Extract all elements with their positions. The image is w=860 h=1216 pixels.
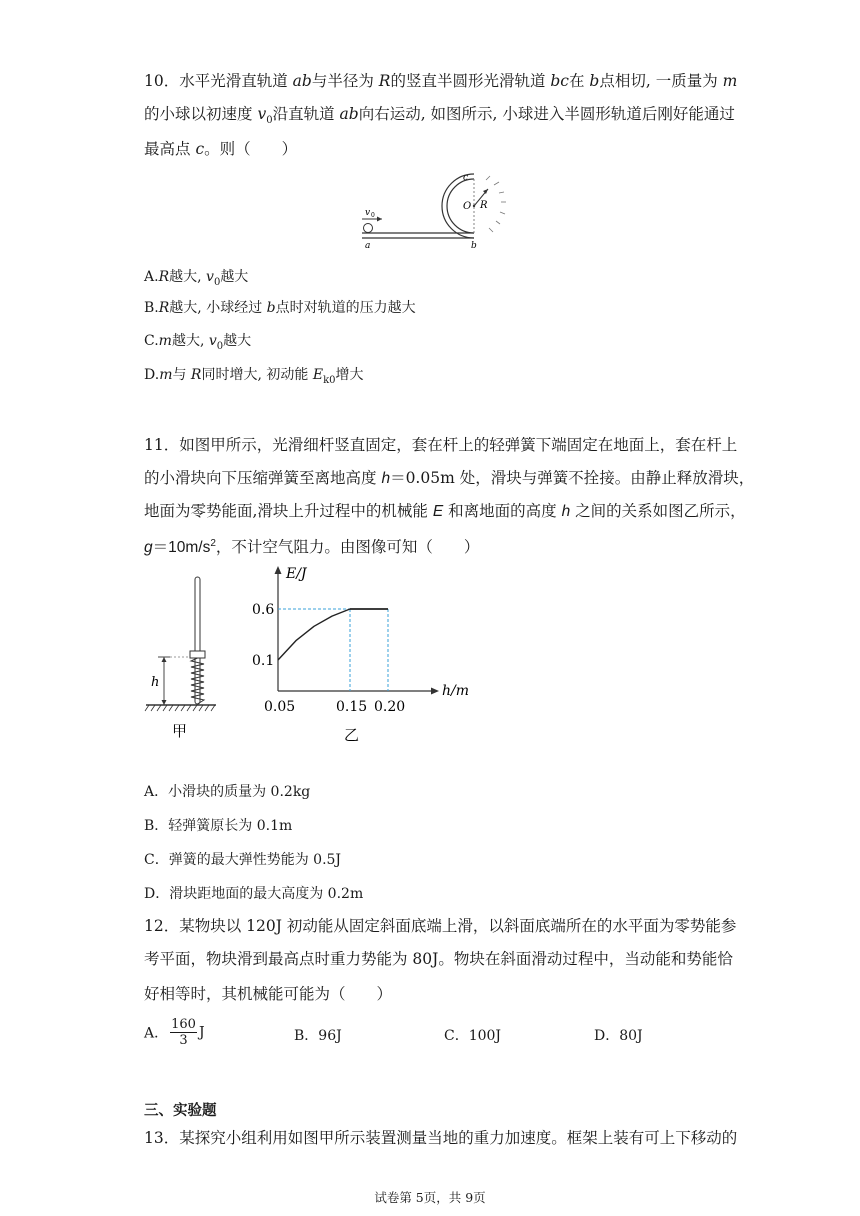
q10-label-R: R [480,200,488,211]
q13-line-1: 13．某探究小组利用如图甲所示装置测量当地的重力加速度。框架上装有可上下移动的 [144,1129,738,1147]
q10-option-c[interactable]: C.m越大, $v_0$越大 [144,333,252,352]
series-line [278,609,388,660]
x-axis-arrow [431,688,439,695]
q10-label-a: a [365,241,371,251]
q11-line-3: 地面为零势能面,滑块上升过程中的机械能 E 和离地面的高度 h 之间的关系如图乙所示， [144,502,746,520]
q12-option-a-fraction: $\frac{160}{3}$ [171,1017,196,1048]
q12-line-1: 12．某物块以 120J 初动能从固定斜面底端上滑，以斜面底端所在的水平面为零势能参 [144,917,737,935]
q12-line-2: 考平面，物块滑到最高点时重力势能为 80J。物块在斜面滑动过程中，当动能和势能恰 [144,950,733,968]
q11-jia-h-label: h [151,675,160,690]
q11-option-d[interactable]: D．滑块距地面的最大高度为 0.2m [144,886,364,902]
q11-figure-jia [140,574,230,744]
q11-line-2: 的小滑块向下压缩弹簧至离地高度 h＝0.05m 处，滑块与弹簧不拴接。由静止释放滑块， [144,469,755,487]
q12-option-c[interactable]: C．100J [444,1028,502,1044]
q10-option-b[interactable]: B.R越大, 小球经过 b点时对轨道的压力越大 [144,300,416,316]
q11-option-a[interactable]: A．小滑块的质量为 0.2kg [144,784,311,800]
y-tick-label: 0.1 [252,653,275,669]
q12-option-d[interactable]: D．80J [594,1028,643,1044]
q10-label-O: O [463,201,472,212]
q11-option-c[interactable]: C．弹簧的最大弹性势能为 0.5J [144,852,342,868]
x-axis-label: h/m [442,683,470,699]
q11-chart-yi [250,560,500,750]
q10-label-c: c [463,173,469,183]
q11-option-b[interactable]: B．轻弹簧原长为 0.1m [144,818,293,834]
q12-line-3: 好相等时，其机械能可能为（ ） [144,985,393,1003]
y-tick-label: 0.6 [252,602,275,618]
q10-option-a[interactable]: A.R越大, $v_0$越大 [144,269,249,288]
q11-line-1: 11．如图甲所示，光滑细杆竖直固定，套在杆上的轻弹簧下端固定在地面上，套在杆上 [144,436,738,454]
q10-label-b: b [471,241,477,251]
q10-option-d[interactable]: D.m与 R同时增大, 初动能 $E_{k0}$增大 [144,367,364,386]
q10-track-figure [356,170,506,252]
q10-line-2: 的小球以初速度 $v_0$沿直轨道 ab向右运动, 如图所示, 小球进入半圆形轨道后刚好能通过 [144,105,735,127]
q10-label-v0-sub: 0 [371,212,375,219]
x-tick-label: 0.15 [336,699,368,715]
q11-yi-caption: 乙 [344,726,360,744]
q12-option-b[interactable]: B．96J [294,1028,342,1044]
x-tick-label: 0.20 [374,699,406,715]
y-axis-label: E/J [286,566,307,582]
q10-label-v0: v [365,208,371,218]
q10-line-3: 最高点 c。则（ ） [144,140,298,158]
x-tick-label: 0.05 [264,699,296,715]
y-axis-arrow [275,566,282,574]
q10-line-1: 10．水平光滑直轨道 ab与半径为 R的竖直半圆形光滑轨道 bc在 b点相切, 一质量为 m [144,72,738,90]
q12-option-a[interactable]: A． $\frac{160}{3}$ J [144,1017,205,1048]
q11-line-4: $g=10m/s^2$，不计空气阻力。由图像可知（ ） [144,538,480,557]
page-footer: 试卷第 5页，共 9页 [374,1190,486,1205]
section-title: 三、实验题 [144,1102,217,1119]
q11-jia-caption: 甲 [172,722,188,740]
